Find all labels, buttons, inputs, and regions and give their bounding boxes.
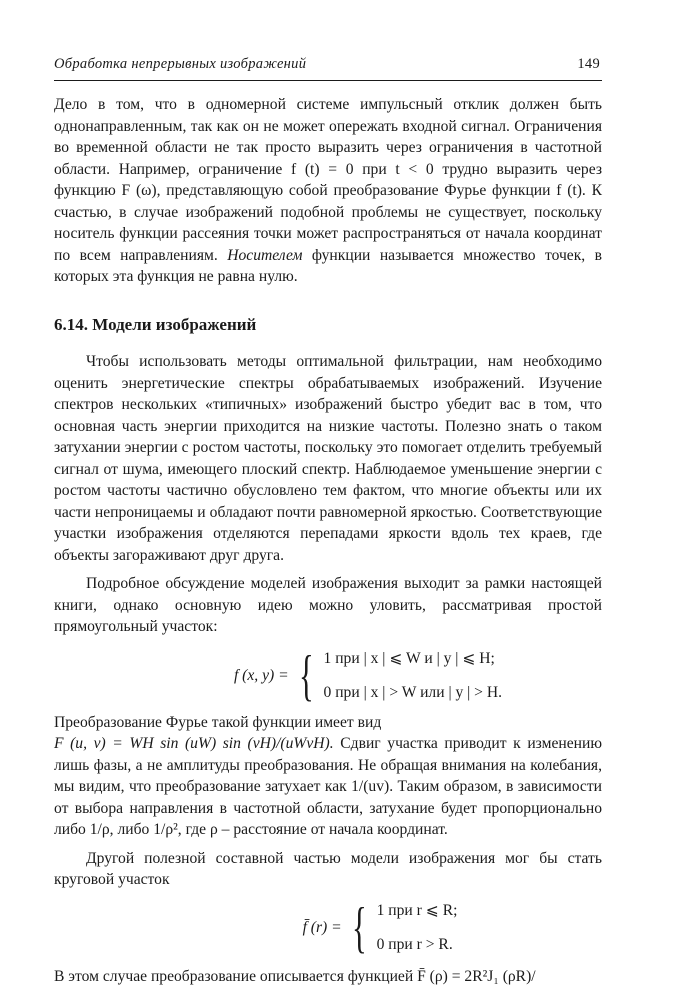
- formula-1-lhs: f (x, y) =: [233, 666, 289, 684]
- formula-2-brace: {: [351, 896, 367, 959]
- running-head: [54, 54, 600, 76]
- formula-1-brace: {: [298, 644, 314, 707]
- formula-1-cases: [324, 648, 503, 703]
- paragraph-2: Чтобы использовать методы оптимальной фильтрации, нам необходимо оценить энергетические спектры обрабатываемых изображений. Изучение спектров нескольких «типичных» изображений быстро убедит вас в том, что основная часть энергии приходится на низкие частоты. Полезно знать о таком затухании энергии с ростом частоты, поскольку это помогает отделить требуемый сигнал от шума, имеющего плоский спектр. Наблюдаемое уменьшение энергии с ростом частоты частично обусловлено тем фактом, что многие объекты или их части непроницаемы и обладают почти равномерной яркостью. Соответствующие участки изображения отделяются перепадами яркости вдоль тех краев, где объекты загораживают друг друга.: [54, 353, 602, 564]
- formula-2-case-1: 1 при r ⩽ R;: [376, 902, 458, 919]
- paragraph-5: Другой полезной составной частью модели изображения мог бы стать круговой участок: [54, 849, 602, 888]
- paragraph-1-tail: функции называется множество точек, в которых эта функция не равна нулю.: [54, 246, 602, 285]
- formula-2-cases: [377, 900, 458, 955]
- paragraph-4-rest: Сдвиг участка приводит к изменению лишь фазы, а не амплитуды преобразования. Не обращая внимания на колебания, мы видим, что преобразование затухает как 1/(uv). Таким образом, в зависимости от выбора направления в частотной области, затухание будет пропорционально либо 1/ρ, либо 1/ρ², где ρ – расстояние от начала координат.: [54, 735, 603, 838]
- header-rule: [54, 80, 602, 81]
- paragraph-1-text: Дело в том, что в одномерной системе импульсный отклик должен быть однонаправленным, так как он не может опережать входной сигнал. Ограничения во временной области не так просто выразить через ограничения в частотной области. Например, ограничение f (t) = 0 при t < 0 трудно выразить через функцию F (ω), представляющую собой преобразование Фурье функции f (t). К счастью, в случае изображений подобной проблемы не существует, поскольку носитель функции рассеяния точки может распространяться от начала координат по всем направлениям.: [54, 96, 602, 264]
- formula-2-lhs: f̄ (r) =: [302, 918, 342, 936]
- fourier-transform-formula: F (u, v) = WH sin (uW) sin (vH)/(uWvH).: [54, 735, 334, 752]
- formula-1-case-1: 1 при | x | ⩽ W и | y | ⩽ H;: [323, 650, 495, 667]
- formula-1-case-2: 0 при | x | > W или | y | > H.: [323, 683, 503, 701]
- page-number: 149: [577, 56, 600, 72]
- formula-2-case-2: 0 при r > R.: [376, 935, 453, 953]
- paragraph-3: Подробное обсуждение моделей изображения выходит за рамки настоящей книги, однако основную идею можно уловить, рассматривая простой прямоугольный участок:: [54, 575, 602, 635]
- paragraph-6: В этом случае преобразование описывается функцией F̄ (ρ) = 2R²J₁ (ρR)/: [54, 967, 536, 985]
- paragraph-1: [54, 94, 602, 288]
- paragraph-4-first: Преобразование Фурье такой функции имеет вид: [54, 713, 382, 731]
- formula-circle: [158, 897, 602, 959]
- paragraph-4: [54, 733, 602, 841]
- page-body: [54, 94, 602, 987]
- term-nositel: Носителем: [227, 246, 303, 264]
- section-heading: 6.14. Модели изображений: [54, 314, 257, 334]
- formula-rectangle: [134, 644, 602, 708]
- running-title: Обработка непрерывных изображений: [54, 56, 307, 72]
